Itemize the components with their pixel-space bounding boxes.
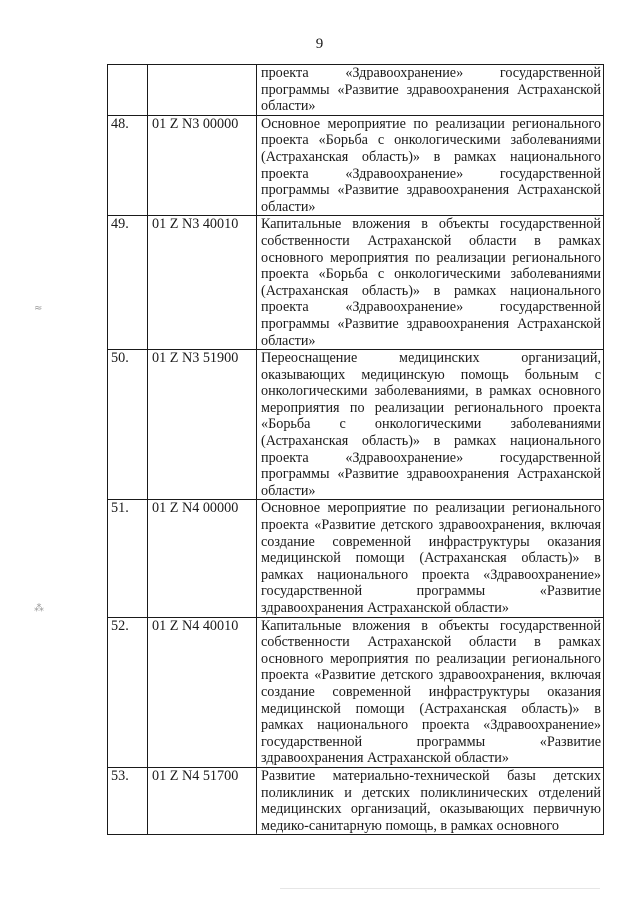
budget-classification-table bbox=[107, 64, 604, 835]
table-row bbox=[108, 500, 604, 617]
classification-code: 01 Z N3 40010 bbox=[148, 216, 257, 350]
row-description: Капитальные вложения в объекты государственной собственности Астраханской области в рамках основного мероприятия по реализации регионального проекта «Развитие детского здравоохранения, включая создание современной инфраструктуры оказания медицинской помощи (Астраханская область)» в рамках национального проекта «Здравоохранение» государственной программы «Развитие здравоохранения Астраханской области» bbox=[257, 617, 604, 767]
row-description: Капитальные вложения в объекты государственной собственности Астраханской области в рамках основного мероприятия по реализации регионального проекта «Борьба с онкологическими заболеваниями (Астраханская область)» в рамках национального проекта «Здравоохранение» государственной программы «Развитие здравоохранения Астраханской области» bbox=[257, 216, 604, 350]
page-number: 9 bbox=[315, 36, 324, 52]
row-description: Переоснащение медицинских организаций, оказывающих медицинскую помощь больным с онкологическими заболеваниями, в рамках основного мероприятия по реализации регионального проекта «Борьба с онкологическими заболеваниями (Астраханская область)» в рамках национального проекта «Здравоохранение» государственной программы «Развитие здравоохранения Астраханской области» bbox=[257, 350, 604, 500]
row-number: 48. bbox=[108, 115, 148, 216]
table-row bbox=[108, 350, 604, 500]
classification-code: 01 Z N4 40010 bbox=[148, 617, 257, 767]
code-cell bbox=[148, 65, 257, 116]
row-description: Основное мероприятие по реализации регионального проекта «Борьба с онкологическими заболеваниями (Астраханская область)» в рамках национального проекта «Здравоохранение» государственной программы «Развитие здравоохранения Астраханской области» bbox=[257, 115, 604, 216]
classification-code: 01 Z N3 51900 bbox=[148, 350, 257, 500]
row-number: 51. bbox=[108, 500, 148, 617]
table-row bbox=[108, 115, 604, 216]
row-number: 52. bbox=[108, 617, 148, 767]
row-number: 49. bbox=[108, 216, 148, 350]
scan-mark: ≈ bbox=[34, 303, 43, 314]
classification-code: 01 Z N4 51700 bbox=[148, 767, 257, 834]
table-row bbox=[108, 767, 604, 834]
table-row bbox=[108, 216, 604, 350]
number-cell bbox=[108, 65, 148, 116]
scan-mark: ⁂ bbox=[34, 603, 44, 614]
table-row bbox=[108, 617, 604, 767]
row-description: Основное мероприятие по реализации регионального проекта «Развитие детского здравоохранения, включая создание современной инфраструктуры оказания медицинской помощи (Астраханская область)» в рамках национального проекта «Здравоохранение» государственной программы «Развитие здравоохранения Астраханской области» bbox=[257, 500, 604, 617]
row-number: 53. bbox=[108, 767, 148, 834]
scan-edge-line bbox=[280, 888, 600, 889]
table-row-continuation bbox=[108, 65, 604, 116]
row-description: Развитие материально-технической базы детских поликлиник и детских поликлинических отделений медицинских организаций, оказывающих первичную медико-санитарную помощь, в рамках основного bbox=[257, 767, 604, 834]
description-cell: проекта «Здравоохранение» государственной программы «Развитие здравоохранения Астраханской области» bbox=[257, 65, 604, 116]
row-number: 50. bbox=[108, 350, 148, 500]
classification-code: 01 Z N3 00000 bbox=[148, 115, 257, 216]
classification-code: 01 Z N4 00000 bbox=[148, 500, 257, 617]
